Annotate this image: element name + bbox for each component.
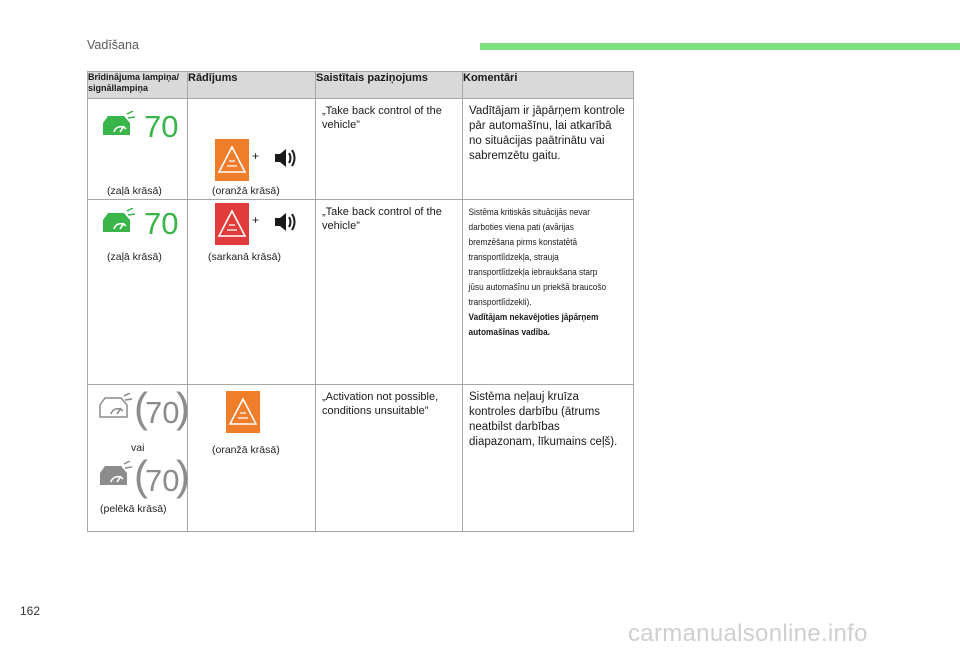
- bracket-left: (: [134, 384, 148, 431]
- display-caption: (oranžā krāsā): [212, 444, 280, 456]
- associated-message: „Activation not possible, conditions unsuitable”: [322, 391, 439, 417]
- bracket-right: ): [176, 384, 190, 431]
- adaptive-cruise-grey-icon: [97, 461, 133, 493]
- red-warning-display-icon: [215, 203, 249, 245]
- bracket-left: (: [134, 452, 148, 499]
- header-lamp: Brīdinājuma lampiņa/ signāllampiņa: [88, 72, 188, 99]
- set-speed-value: 70: [144, 206, 179, 241]
- lamp-caption: (pelēkā krāsā): [100, 503, 167, 515]
- set-speed-value: 70: [144, 109, 179, 144]
- speaker-sound-icon: [273, 210, 297, 234]
- lamp-or-text: vai: [131, 442, 145, 454]
- display-caption: (oranžā krāsā): [212, 185, 280, 197]
- comment-text: Sistēma kritiskās situācijās nevar darboties viena pati (avārijas bremzēšana pirms konstatētā transportlīdzekļa, strauja transportlīdzekļa iebraukšana starp jūsu automašīnu un priekšā braucošo transportlīdzekli).: [468, 207, 607, 307]
- table-row: [88, 385, 634, 532]
- lamp-caption: (zaļā krāsā): [107, 185, 162, 197]
- associated-message: „Take back control of the vehicle”: [322, 105, 442, 131]
- adaptive-cruise-green-icon: [100, 208, 136, 240]
- header-display: Rādījums: [188, 72, 316, 99]
- section-accent-bar: [480, 43, 960, 50]
- header-comments: Komentāri: [463, 72, 634, 99]
- associated-message: „Take back control of the vehicle”: [322, 206, 442, 232]
- table-row: [88, 99, 634, 200]
- watermark-text: carmanualsonline.info: [628, 620, 868, 647]
- set-speed-value: 70: [145, 463, 180, 498]
- display-caption: (sarkanā krāsā): [208, 251, 281, 263]
- orange-warning-display-icon: [226, 391, 260, 433]
- bracket-right: ): [176, 452, 190, 499]
- table-row: [88, 200, 634, 385]
- orange-warning-display-icon: [215, 139, 249, 181]
- plus-sign: +: [252, 149, 260, 163]
- warning-lamps-table: [87, 71, 634, 532]
- speaker-sound-icon: [273, 146, 297, 170]
- page-number: 162: [20, 604, 41, 618]
- comment-text: Sistēma neļauj kruīza kontroles darbību (ātrums neatbilst darbības diapazonam, līkumains ceļš).: [469, 391, 618, 448]
- comment-bold-text: Vadītājam nekavējoties jāpārņem automašīnas vadība.: [468, 312, 599, 337]
- plus-sign: +: [252, 213, 260, 227]
- set-speed-value: 70: [145, 395, 180, 430]
- comment-text: Vadītājam ir jāpārņem kontrole pār automašīnu, lai atkarībā no situācijas paātrinātu vai sabremzētu gaitu.: [469, 105, 625, 162]
- lamp-caption: (zaļā krāsā): [107, 251, 162, 263]
- header-message: Saistītais paziņojums: [316, 72, 463, 99]
- table-header-row: [88, 72, 634, 99]
- adaptive-cruise-green-icon: [100, 111, 136, 143]
- adaptive-cruise-outline-icon: [97, 393, 133, 425]
- section-title: Vadīšana: [87, 38, 139, 52]
